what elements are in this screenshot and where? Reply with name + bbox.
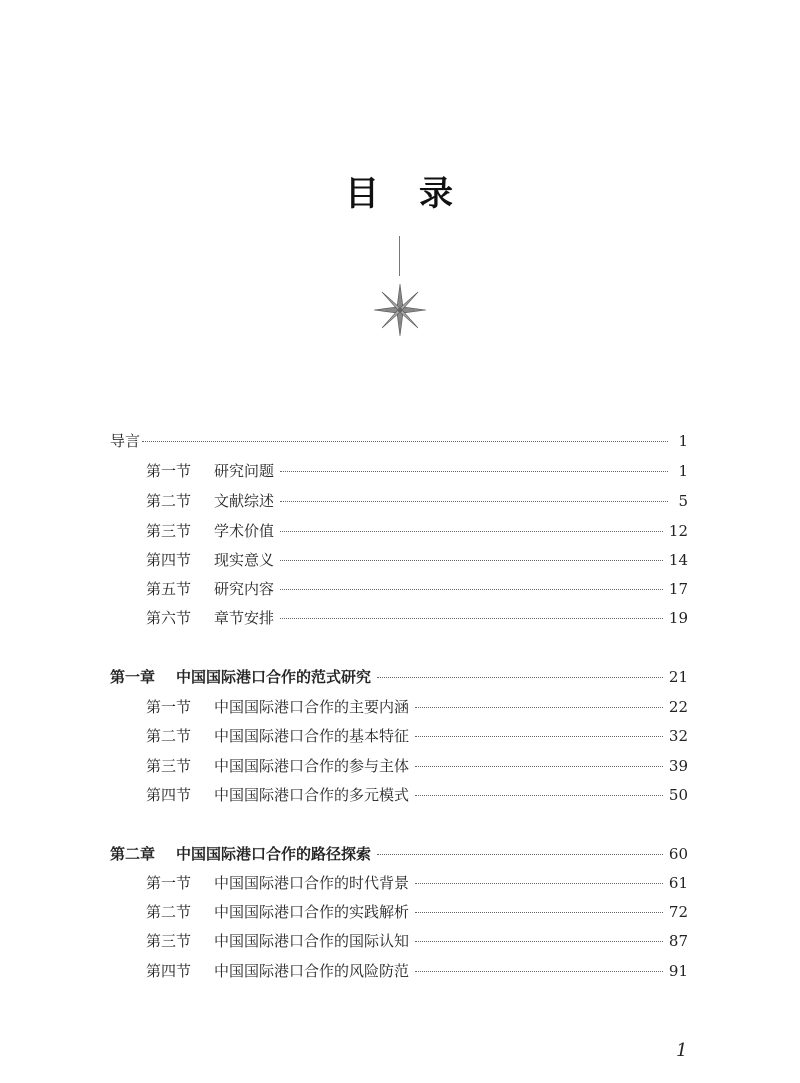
chapter-number: 第二章 [110,845,156,863]
dot-leader [415,707,663,708]
entry-title: 文献综述 [214,492,275,510]
section-number: 第二节 [146,492,192,510]
entry-page: 22 [668,698,688,716]
dot-leader [377,854,663,855]
toc-entry-section[interactable] [146,696,688,720]
toc-entry-chapter[interactable] [110,666,688,690]
section-number: 第三节 [146,522,192,540]
entry-title: 导言 [110,432,141,450]
entry-page: 5 [678,492,688,510]
toc-entry-intro[interactable] [110,430,688,454]
section-number: 第四节 [146,962,192,980]
entry-page: 87 [668,932,688,950]
section-number: 第五节 [146,580,192,598]
toc-entry-section[interactable] [146,901,688,925]
chapter-number: 第一章 [110,668,156,686]
entry-page: 50 [668,786,688,804]
entry-title: 章节安排 [214,609,275,627]
dot-leader [415,912,663,913]
section-number: 第六节 [146,609,192,627]
entry-page: 14 [668,551,688,569]
entry-page: 60 [668,845,688,863]
entry-title: 中国国际港口合作的参与主体 [214,757,410,775]
entry-page: 19 [668,609,688,627]
section-number: 第三节 [146,757,192,775]
entry-page: 21 [668,668,688,686]
entry-page: 1 [678,432,688,450]
dot-leader [280,531,663,532]
entry-page: 12 [668,522,688,540]
dot-leader [415,883,663,884]
section-number: 第三节 [146,932,192,950]
entry-page: 91 [668,962,688,980]
entry-page: 17 [668,580,688,598]
section-number: 第一节 [146,874,192,892]
toc-entry-section[interactable] [146,578,688,602]
entry-page: 72 [668,903,688,921]
entry-title: 中国国际港口合作的时代背景 [214,874,410,892]
dot-leader [377,677,663,678]
section-number: 第二节 [146,903,192,921]
compass-star-icon [372,282,428,338]
toc-entry-section[interactable] [146,607,688,631]
section-number: 第一节 [146,698,192,716]
dot-leader [142,441,668,442]
dot-leader [280,589,663,590]
page-title [0,166,800,215]
entry-page: 61 [668,874,688,892]
toc-entry-chapter[interactable] [110,843,688,867]
entry-title: 中国国际港口合作的风险防范 [214,962,410,980]
entry-page: 1 [678,462,688,480]
ornament-line [399,236,400,276]
entry-title: 中国国际港口合作的国际认知 [214,932,410,950]
toc-entry-section[interactable] [146,460,688,484]
toc-entry-section[interactable] [146,784,688,808]
entry-title: 中国国际港口合作的主要内涵 [214,698,410,716]
toc-entry-section[interactable] [146,725,688,749]
toc-entry-section[interactable] [146,520,688,544]
dot-leader [280,471,668,472]
section-number: 第四节 [146,551,192,569]
toc-entry-section[interactable] [146,960,688,984]
toc-entry-section[interactable] [146,549,688,573]
title-char: 录 [419,174,455,214]
title-char: 目 [345,174,381,214]
entry-page: 32 [668,727,688,745]
dot-leader [415,736,663,737]
entry-title: 中国国际港口合作的基本特征 [214,727,410,745]
entry-title: 现实意义 [214,551,275,569]
dot-leader [415,941,663,942]
dot-leader [280,618,663,619]
dot-leader [415,795,663,796]
toc-entry-section[interactable] [146,755,688,779]
dot-leader [280,560,663,561]
entry-title: 中国国际港口合作的多元模式 [214,786,410,804]
entry-title: 研究问题 [214,462,275,480]
section-number: 第一节 [146,462,192,480]
page-number: 1 [676,1040,688,1061]
entry-title: 研究内容 [214,580,275,598]
entry-title: 学术价值 [214,522,275,540]
entry-page: 39 [668,757,688,775]
entry-title: 中国国际港口合作的实践解析 [214,903,410,921]
entry-title: 中国国际港口合作的范式研究 [176,668,372,686]
section-number: 第二节 [146,727,192,745]
toc-entry-section[interactable] [146,872,688,896]
dot-leader [415,766,663,767]
entry-title: 中国国际港口合作的路径探索 [176,845,372,863]
dot-leader [280,501,668,502]
dot-leader [415,971,663,972]
section-number: 第四节 [146,786,192,804]
toc-entry-section[interactable] [146,930,688,954]
toc-entry-section[interactable] [146,490,688,514]
